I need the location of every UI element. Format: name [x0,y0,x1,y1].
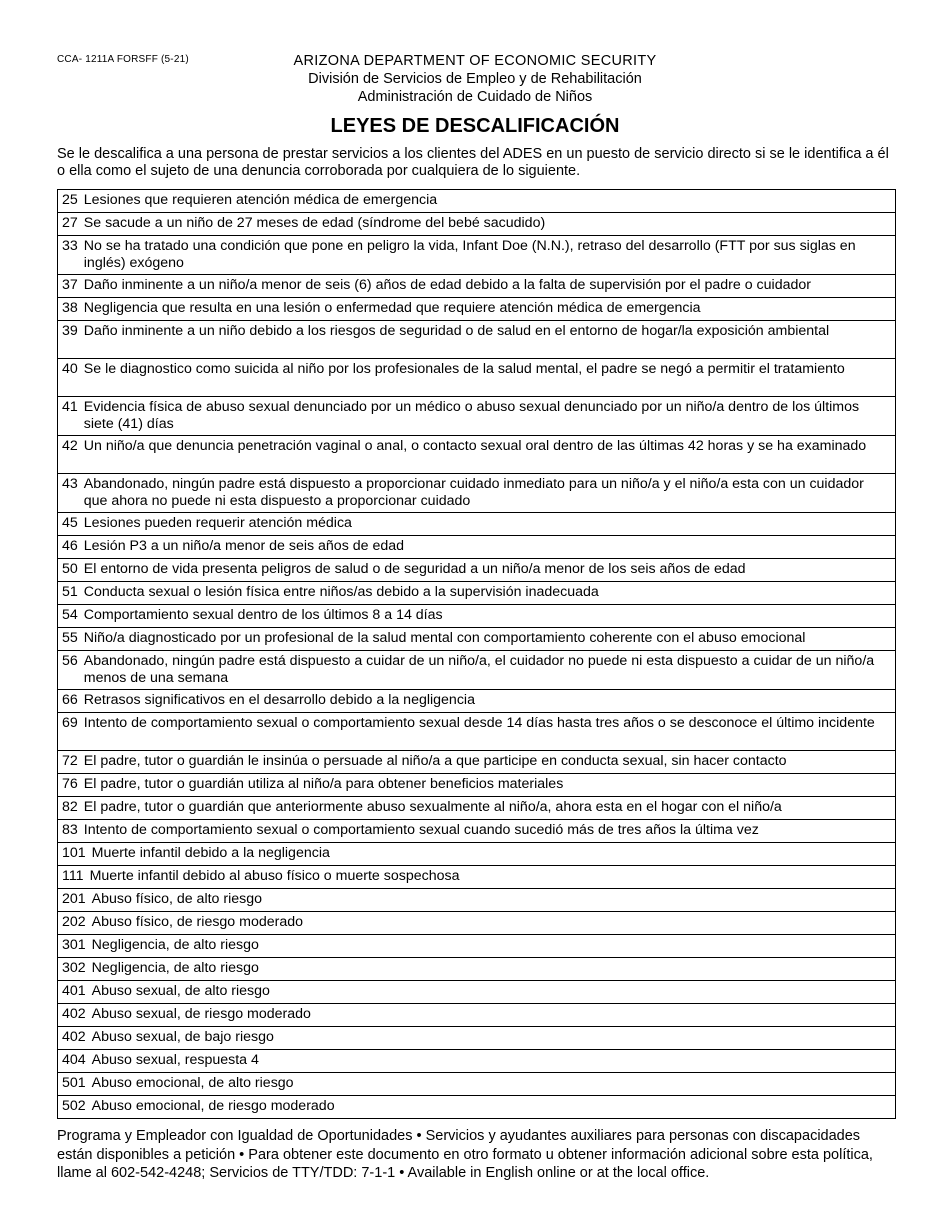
law-cell [58,1050,896,1073]
law-description: Abuso emocional, de riesgo moderado [91,1098,335,1114]
law-description: Muerte infantil debido a la negligencia [91,845,330,861]
law-code: 41 [62,399,78,415]
law-entry [62,715,891,732]
law-entry [62,399,891,433]
law-description: Intento de comportamiento sexual o comportamiento sexual desde 14 días hasta tres años o se desconoce el último incidente [83,715,875,731]
law-code: 101 [62,845,86,861]
administration-name: Administración de Cuidado de Niños [357,89,593,105]
table-row [58,713,896,751]
law-cell [58,1027,896,1050]
law-code: 69 [62,715,78,731]
law-code: 39 [62,323,78,339]
law-cell [58,797,896,820]
law-description: Evidencia física de abuso sexual denunciado por un médico o abuso sexual denunciado por un niño/a dentro de los últimos siete (41) días [83,399,860,432]
table-row [58,359,896,397]
table-row [58,958,896,981]
document-header [0,52,950,106]
law-entry [62,584,891,601]
law-entry [62,1075,891,1092]
law-description: El padre, tutor o guardián que anteriormente abuso sexualmente al niño/a, ahora esta en el hogar con el niño/a [83,799,782,815]
table-row [58,981,896,1004]
law-cell [58,605,896,628]
law-entry [62,822,891,839]
law-code: 37 [62,277,78,293]
law-code: 401 [62,983,86,999]
law-entry [62,960,891,977]
law-description: Se le diagnostico como suicida al niño por los profesionales de la salud mental, el padre se negó a permitir el tratamiento [83,361,845,377]
law-code: 51 [62,584,78,600]
law-entry [62,937,891,954]
intro-paragraph: Se le descalifica a una persona de prestar servicios a los clientes del ADES en un puesto de servicio directo si se le identifica a él o ella como el sujeto de una denuncia corroborada por cualquiera de lo siguiente. [57,146,889,179]
law-code: 111 [62,868,84,884]
table-row [58,1027,896,1050]
law-description: El padre, tutor o guardián utiliza al niño/a para obtener beneficios materiales [83,776,564,792]
table-row [58,321,896,359]
law-description: Lesiones que requieren atención médica de emergencia [83,192,438,208]
law-code: 66 [62,692,78,708]
law-cell [58,582,896,605]
law-description: Negligencia, de alto riesgo [91,937,259,953]
law-code: 50 [62,561,78,577]
table-row [58,1050,896,1073]
law-description: Abandonado, ningún padre está dispuesto a cuidar de un niño/a, el cuidador no puede ni esta dispuesto a cuidar de un niño/a menos de una semana [83,653,875,686]
law-code: 46 [62,538,78,554]
law-cell [58,651,896,690]
table-row [58,536,896,559]
law-cell [58,690,896,713]
law-cell [58,912,896,935]
law-entry [62,215,891,232]
law-entry [62,630,891,647]
law-description: Daño inminente a un niño debido a los riesgos de seguridad o de salud en el entorno de hogar/la exposición ambiental [83,323,830,339]
law-entry [62,192,891,209]
law-cell [58,474,896,513]
law-cell [58,190,896,213]
law-description: Muerte infantil debido al abuso físico o muerte sospechosa [89,868,460,884]
law-code: 33 [62,238,78,254]
law-code: 83 [62,822,78,838]
law-entry [62,776,891,793]
law-cell [58,866,896,889]
table-row [58,935,896,958]
law-description: El padre, tutor o guardián le insinúa o persuade al niño/a a que participe en conducta sexual, sin hacer contacto [83,753,787,769]
table-row [58,843,896,866]
table-row [58,605,896,628]
law-description: Abandonado, ningún padre está dispuesto a proporcionar cuidado inmediato para un niño/a y el niño/a esta con un cuidador que ahora no puede ni esta dispuesto a proporcionar cuidado [83,476,864,509]
table-row [58,774,896,797]
law-code: 82 [62,799,78,815]
law-entry [62,845,891,862]
law-cell [58,298,896,321]
law-description: Abuso físico, de riesgo moderado [91,914,304,930]
table-row [58,298,896,321]
law-code: 40 [62,361,78,377]
law-cell [58,513,896,536]
law-entry [62,753,891,770]
law-cell [58,751,896,774]
law-entry [62,1006,891,1023]
law-code: 54 [62,607,78,623]
law-entry [62,1098,891,1115]
law-description: No se ha tratado una condición que pone en peligro la vida, Infant Doe (N.N.), retraso del desarrollo (FTT por sus siglas en inglés) exógeno [83,238,856,271]
law-cell [58,236,896,275]
law-entry [62,799,891,816]
law-description: Negligencia, de alto riesgo [91,960,259,976]
law-code: 38 [62,300,78,316]
table-row [58,1096,896,1119]
law-entry [62,238,891,272]
law-description: Abuso sexual, de alto riesgo [91,983,270,999]
law-entry [62,692,891,709]
law-code: 404 [62,1052,86,1068]
law-entry [62,1029,891,1046]
page-title: LEYES DE DESCALIFICACIÓN [330,115,620,137]
law-code: 56 [62,653,78,669]
law-cell [58,321,896,359]
law-description: Intento de comportamiento sexual o comportamiento sexual cuando sucedió más de tres años la última vez [83,822,759,838]
law-cell [58,820,896,843]
law-description: Comportamiento sexual dentro de los últimos 8 a 14 días [83,607,443,623]
table-row [58,436,896,474]
law-entry [62,476,891,510]
law-code: 43 [62,476,78,492]
law-cell [58,889,896,912]
law-code: 72 [62,753,78,769]
law-entry [62,891,891,908]
table-row [58,1004,896,1027]
law-cell [58,958,896,981]
law-description: Niño/a diagnosticado por un profesional de la salud mental con comportamiento coherente con el abuso emocional [83,630,806,646]
law-entry [62,538,891,555]
law-cell [58,213,896,236]
law-code: 45 [62,515,78,531]
law-cell [58,628,896,651]
law-entry [62,868,891,885]
law-entry [62,300,891,317]
table-row [58,275,896,298]
law-code: 402 [62,1029,86,1045]
law-description: Abuso emocional, de alto riesgo [91,1075,294,1091]
table-row [58,912,896,935]
law-entry [62,323,891,340]
table-row [58,628,896,651]
table-row [58,866,896,889]
table-row [58,797,896,820]
law-code: 201 [62,891,86,907]
table-row [58,559,896,582]
law-description: Abuso sexual, de riesgo moderado [91,1006,311,1022]
law-description: Abuso sexual, de bajo riesgo [91,1029,274,1045]
table-row [58,213,896,236]
law-entry [62,1052,891,1069]
table-row [58,690,896,713]
disqualification-laws-table [57,189,896,1119]
table-row [58,582,896,605]
law-code: 27 [62,215,78,231]
law-code: 42 [62,438,78,454]
law-description: Retrasos significativos en el desarrollo debido a la negligencia [83,692,475,708]
table-row [58,513,896,536]
law-description: Lesión P3 a un niño/a menor de seis años de edad [83,538,405,554]
table-row [58,651,896,690]
law-code: 76 [62,776,78,792]
law-description: Abuso sexual, respuesta 4 [91,1052,259,1068]
law-cell [58,275,896,298]
law-code: 202 [62,914,86,930]
table-row [58,397,896,436]
footer-notice: Programa y Empleador con Igualdad de Oportunidades • Servicios y ayudantes auxiliares para personas con discapacidades están disponibles a petición • Para obtener este documento en otro formato u obtener información adicional sobre esta política, llame al 602-542-4248; Servicios de TTY/TDD: 7-1-1 • Available in English online or at the local office. [57,1128,873,1181]
law-cell [58,1004,896,1027]
law-code: 55 [62,630,78,646]
law-cell [58,536,896,559]
table-row [58,474,896,513]
table-row [58,236,896,275]
table-row [58,1073,896,1096]
division-name: División de Servicios de Empleo y de Rehabilitación [308,71,642,87]
law-description: Daño inminente a un niño/a menor de seis (6) años de edad debido a la falta de supervisión por el padre o cuidador [83,277,811,293]
law-cell [58,774,896,797]
law-description: Abuso físico, de alto riesgo [91,891,263,907]
law-cell [58,359,896,397]
law-cell [58,436,896,474]
laws-table-body [58,190,896,1119]
table-row [58,820,896,843]
law-code: 402 [62,1006,86,1022]
law-description: Se sacude a un niño de 27 meses de edad (síndrome del bebé sacudido) [83,215,546,231]
law-entry [62,653,891,687]
law-code: 301 [62,937,86,953]
law-entry [62,983,891,1000]
agency-name: ARIZONA DEPARTMENT OF ECONOMIC SECURITY [293,53,657,69]
law-cell [58,1096,896,1119]
law-description: Negligencia que resulta en una lesión o enfermedad que requiere atención médica de emergencia [83,300,701,316]
law-cell [58,935,896,958]
law-entry [62,515,891,532]
law-cell [58,981,896,1004]
law-code: 25 [62,192,78,208]
law-cell [58,713,896,751]
law-entry [62,607,891,624]
law-entry [62,914,891,931]
law-entry [62,561,891,578]
law-cell [58,397,896,436]
law-description: Conducta sexual o lesión física entre niños/as debido a la supervisión inadecuada [83,584,599,600]
law-code: 501 [62,1075,86,1091]
law-entry [62,277,891,294]
law-cell [58,843,896,866]
law-entry [62,361,891,378]
form-code: CCA- 1211A FORSFF (5-21) [57,54,189,65]
law-description: Lesiones pueden requerir atención médica [83,515,352,531]
law-code: 302 [62,960,86,976]
law-description: Un niño/a que denuncia penetración vaginal o anal, o contacto sexual oral dentro de las últimas 42 horas y se ha examinado [83,438,867,454]
law-cell [58,1073,896,1096]
law-code: 502 [62,1098,86,1114]
law-description: El entorno de vida presenta peligros de salud o de seguridad a un niño/a menor de los seis años de edad [83,561,746,577]
table-row [58,751,896,774]
law-entry [62,438,891,455]
table-row [58,190,896,213]
table-row [58,889,896,912]
law-cell [58,559,896,582]
